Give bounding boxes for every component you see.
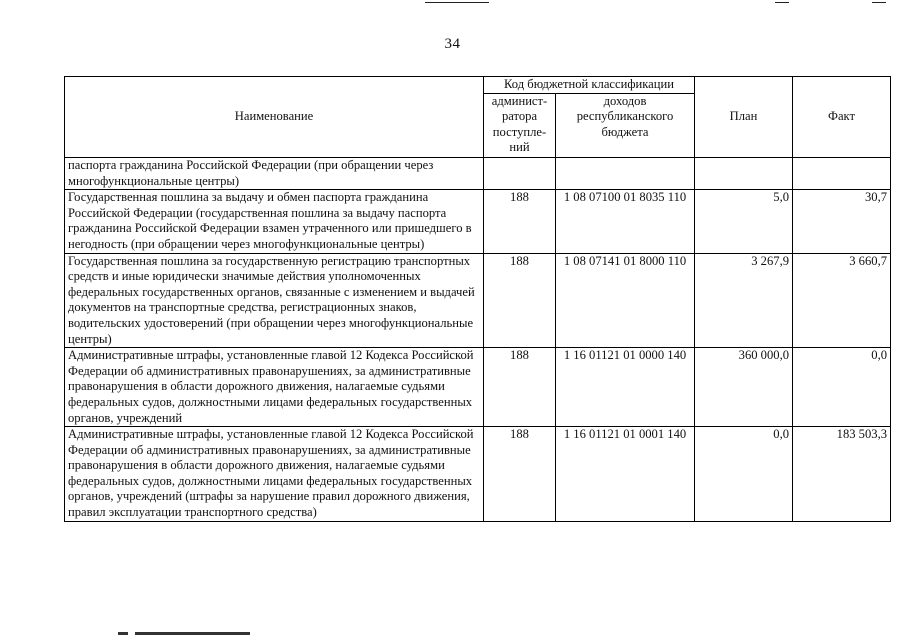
row-admin-code-cell: 188 (484, 253, 556, 348)
table-row (65, 253, 891, 348)
row-name-cell: Административные штрафы, установленные главой 12 Кодекса Российской Федерации об административных правонарушениях, за административные правонарушения в области дорожного движения, налагаемые судьями федеральных судов, должностными лицами федеральных государственных органов, учреждений (штрафы за нарушение правил дорожного движения, правил эксплуатации транспортного средства) (65, 427, 484, 522)
row-plan-cell: 3 267,9 (695, 253, 793, 348)
row-admin-code-cell (484, 158, 556, 190)
table-row (65, 427, 891, 522)
table-row (65, 158, 891, 190)
header-revenue: доходов республиканского бюджета (556, 94, 695, 158)
header-plan: План (695, 77, 793, 158)
row-name-cell: паспорта гражданина Российской Федерации (при обращении через многофункциональные центры) (65, 158, 484, 190)
header-name: Наименование (65, 77, 484, 158)
row-name-cell: Административные штрафы, установленные главой 12 Кодекса Российской Федерации об административных правонарушениях, за административные правонарушения в области дорожного движения, налагаемые судьями федеральных судов, должностными лицами федеральных государственных органов, учреждений (65, 348, 484, 427)
table-row (65, 190, 891, 253)
row-name-cell: Государственная пошлина за государственную регистрацию транспортных средств и иные юридически значимые действия уполномоченных федеральных государственных органов, связанные с изменением и выдачей документов на транспортные средства, регистрационных знаков, водительских удостоверений (при обращении через многофункциональные центры) (65, 253, 484, 348)
row-fact-cell: 3 660,7 (793, 253, 891, 348)
scan-artifact-bottom-2 (135, 632, 250, 635)
row-plan-cell (695, 158, 793, 190)
page-number: 34 (444, 36, 461, 52)
scan-artifact-top (425, 2, 489, 3)
row-plan-cell: 5,0 (695, 190, 793, 253)
budget-table (64, 76, 891, 522)
row-fact-cell (793, 158, 891, 190)
header-fact: Факт (793, 77, 891, 158)
scan-artifact-top-corner (872, 2, 886, 3)
row-revenue-code-cell: 1 08 07100 01 8035 110 (556, 190, 695, 253)
row-plan-cell: 0,0 (695, 427, 793, 522)
row-name-cell: Государственная пошлина за выдачу и обмен паспорта гражданина Российской Федерации (государственная пошлина за выдачу паспорта гражданина Российской Федерации взамен утраченного или пришедшего в негодность (при обращении через многофункциональные центры) (65, 190, 484, 253)
row-admin-code-cell: 188 (484, 190, 556, 253)
row-revenue-code-cell (556, 158, 695, 190)
row-fact-cell: 30,7 (793, 190, 891, 253)
header-row-top (65, 77, 891, 94)
row-admin-code-cell: 188 (484, 427, 556, 522)
row-fact-cell: 183 503,3 (793, 427, 891, 522)
table-body (65, 158, 891, 522)
header-code-group: Код бюджетной классификации (484, 77, 695, 94)
table-row (65, 348, 891, 427)
row-revenue-code-cell: 1 16 01121 01 0001 140 (556, 427, 695, 522)
row-fact-cell: 0,0 (793, 348, 891, 427)
scan-artifact-bottom (118, 632, 128, 635)
row-plan-cell: 360 000,0 (695, 348, 793, 427)
row-admin-code-cell: 188 (484, 348, 556, 427)
header-admin: админист- ратора поступле- ний (484, 94, 556, 158)
scan-artifact-top-right (775, 2, 789, 3)
row-revenue-code-cell: 1 16 01121 01 0000 140 (556, 348, 695, 427)
row-revenue-code-cell: 1 08 07141 01 8000 110 (556, 253, 695, 348)
